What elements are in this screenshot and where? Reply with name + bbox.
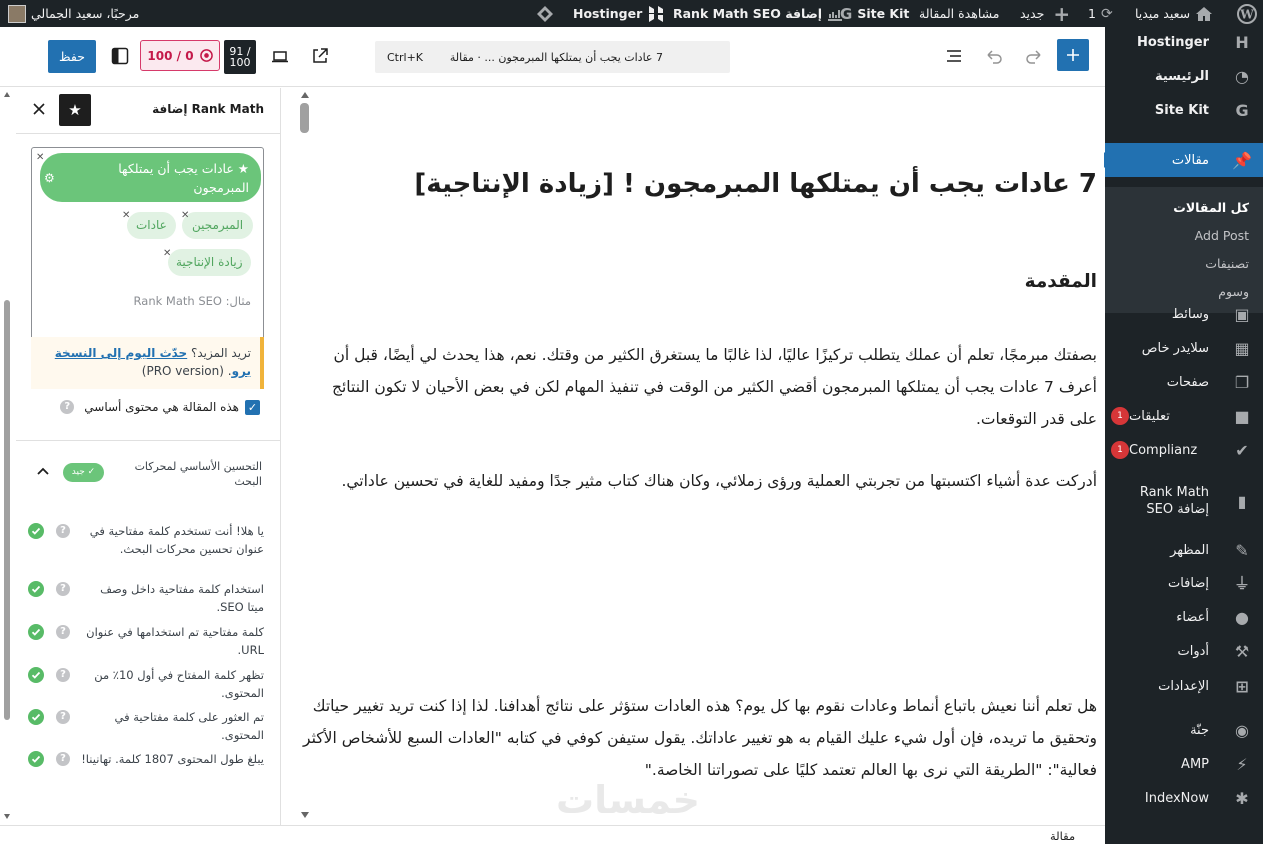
sidebar-item-label: IndexNow [1144,790,1209,806]
undo-icon [985,47,1003,65]
upgrade-pro-link[interactable]: حدّث اليوم إلى النسخة برو [54,346,251,378]
plus-icon: + [1053,1,1071,26]
focus-keyword-box[interactable] [31,147,264,345]
check-passed-icon [28,523,44,539]
updates-link[interactable] [1088,0,1113,27]
admin-bar [0,0,1263,27]
editor-footer [0,825,1105,844]
view-post-link[interactable] [919,0,999,27]
submenu-categories[interactable]: تصنيفات [1205,256,1249,271]
seo-check-text: استخدام كلمة مفتاحية داخل وصف ميتا SEO. [100,582,264,614]
chevron-up-icon[interactable] [36,465,50,479]
seo-check-item [28,522,264,558]
scroll-up-arrow[interactable] [301,92,309,98]
block-inserter-button[interactable] [1057,39,1089,71]
seo-check-item [28,580,264,616]
readability-score[interactable] [224,40,256,74]
sidebar-item-0[interactable] [1105,29,1263,55]
home-icon [1195,5,1213,23]
seo-check-item [28,666,264,702]
keyword-settings-icon[interactable]: ⚙ [44,171,55,185]
sidebar-item-label: سلايدر خاص [1141,340,1209,356]
view-post-button[interactable] [306,39,334,73]
updates-count: 1 [1088,6,1096,21]
help-icon[interactable]: ? [56,625,70,639]
remove-keyword-icon[interactable]: ✕ [181,210,190,221]
keyword-input[interactable]: مثال: Rank Math SEO [133,294,251,308]
site-name-link[interactable] [1135,0,1213,27]
sidebar-item-label: أعضاء [1176,609,1209,625]
paragraph-block[interactable]: أدركت عدة أشياء اكتسبتها من تجربتي العملية ورؤى زملائي، وكان هناك كتاب مثير جدًا ومفيد للغاية في تحسين عاداتي. [341,472,1097,490]
sidebar-item-13[interactable] [1105,638,1263,664]
shortcut-hint: Ctrl+K [387,50,424,64]
sidebar-item-label: صفحات [1166,374,1209,390]
sidebar-item-3[interactable] [1105,143,1263,177]
help-icon[interactable]: ? [56,668,70,682]
undo-button[interactable] [980,39,1008,73]
document-overview-button[interactable] [940,39,968,73]
remove-keyword-icon[interactable]: ✕ [163,248,172,259]
remove-keyword-icon[interactable]: ✕ [122,210,131,221]
star-icon: ★ [233,161,249,176]
keyword-label: عادات [136,218,167,232]
remove-keyword-icon[interactable]: ✕ [36,152,45,163]
pro-notice [31,337,264,389]
help-icon[interactable]: ? [56,752,70,766]
status-badge: ✓ جيد [63,463,104,482]
seo-score: 100 / 0 [147,48,194,63]
plugins-icon: ⏚ [1234,573,1251,593]
wp-logo[interactable] [1237,0,1257,27]
command-palette-bar[interactable] [375,41,730,73]
seo-check-item [28,708,264,744]
keyword-label: زيادة الإنتاجية [176,255,243,269]
check-passed-icon [28,709,44,725]
pro-notice-suffix: . (PRO version) [141,364,232,378]
help-icon[interactable]: ? [56,524,70,538]
submenu-tags[interactable]: وسوم [1218,284,1249,299]
sidebar-item-label: Rank Math إضافة SEO [1139,485,1209,517]
pages-icon: ❐ [1234,372,1250,392]
pro-notice-prefix: تريد المزيد؟ [187,346,251,360]
comments-icon: ■ [1234,406,1250,426]
check-passed-icon [28,667,44,683]
sidebar-item-11[interactable] [1105,570,1263,596]
sidebar-item-label: وسائط [1171,306,1209,322]
sidebar-item-5[interactable] [1105,335,1263,361]
sidebar-item-label: Hostinger [1136,34,1209,50]
wordpress-icon [1237,4,1257,24]
readability-score-text: 91 / 100 [229,45,251,69]
desktop-icon [271,47,289,65]
preview-button[interactable] [266,39,294,73]
sidebar-item-2[interactable] [1105,97,1263,123]
scroll-thumb[interactable] [300,103,309,133]
sidebar-item-label: الرئيسية [1154,68,1209,84]
section-heading[interactable]: المقدمة [1024,271,1097,292]
pillar-content-row [50,397,260,417]
posts-submenu [1105,187,1263,313]
sidebar-item-1[interactable] [1105,63,1263,89]
sidebar-item-17[interactable] [1105,785,1263,811]
help-icon[interactable]: ? [56,582,70,596]
check-icon: ✔ [1235,440,1249,460]
updates-icon: ⟳ [1100,5,1113,22]
close-panel-button[interactable] [31,101,47,117]
keyword-tag[interactable] [168,249,251,276]
new-label: جديد [1020,6,1045,21]
sidebar-item-15[interactable] [1105,717,1263,743]
check-passed-icon [28,581,44,597]
rankmath-sidebar-panel [0,88,281,825]
dashboard-icon: ◔ [1235,66,1249,86]
list-view-icon [945,47,963,65]
divider [16,440,280,441]
watermark: خمسات [556,778,700,822]
gear-icon: ✱ [1235,788,1249,808]
sidebar-item-label: تعليقات [1129,408,1170,424]
post-title[interactable]: 7 عادات يجب أن يمتلكها المبرمجون ! [زيادة الإنتاجية] [414,169,1097,199]
settings-toggle-button[interactable] [106,39,134,73]
diamond-icon [536,5,554,23]
sitekit-label: Site Kit [857,6,910,21]
current-menu-arrow [1104,152,1112,168]
basic-seo-header[interactable] [16,452,280,496]
pin-icon: 📌 [1232,150,1252,170]
new-content-menu[interactable] [1020,0,1070,27]
paragraph-block[interactable]: بصفتك مبرمجًا، تعلم أن عملك يتطلب تركيزًا عاليًا، لذا غالبًا ما يستغرق الكثير من وقتك. نعم، هذا يحدث لي أيضًا، قبل أن أعرف 7 عادات يجب أن يمتلكها المبرمجون أقضي الكثير من الوقت في تنفيذ المهام لكن في بعض الأحيان لا تكون النتائج على قدر التوقعات. [331,346,1097,428]
seo-check-item [28,623,264,659]
sidebar-item-label: جنّة [1190,722,1209,738]
keyword-tag[interactable] [127,212,176,239]
site-name: سعيد ميديا [1135,6,1191,21]
view-post-label: مشاهدة المقالة [919,6,1000,21]
sidebar-toggle-icon [111,47,129,65]
keyword-tag[interactable] [182,212,253,239]
sidebar-item-label: أدوات [1177,643,1209,659]
sidebar-item-6[interactable] [1105,369,1263,395]
check-passed-icon [28,751,44,767]
seo-check-item [28,750,264,768]
sidebar-item-7[interactable] [1105,403,1263,429]
scroll-down-arrow[interactable] [301,812,309,818]
seo-check-text: كلمة مفتاحية تم استخدامها في عنوان URL. [86,625,264,657]
scroll-thumb[interactable] [4,300,10,720]
external-link-icon [311,47,329,65]
plus-icon [1065,47,1081,63]
pin-panel-button[interactable] [59,94,91,126]
seo-check-text: يا هلا! أنت تستخدم كلمة مفتاحية في عنوان تحسين محركات البحث. [89,524,264,556]
save-button[interactable] [48,40,96,73]
hostinger-icon [647,5,665,23]
help-icon[interactable]: ? [56,710,70,724]
seo-check-text: يبلغ طول المحتوى 1807 كلمة. تهانينا! [81,752,264,766]
sidebar-item-label: مقالات [1171,152,1209,168]
my-account[interactable] [8,0,139,27]
sitekit-adminbar[interactable] [840,0,909,27]
sidebar-item-label: Site Kit [1154,102,1209,118]
sidebar-item-label: إضافات [1167,575,1209,591]
rankmath-logo-icon [200,49,213,62]
panel-header [16,88,280,134]
keyword-tag-primary[interactable] [40,153,261,202]
sidebar-item-4[interactable] [1105,301,1263,327]
greeting-text: مرحبًا، سعيد الجمالي [31,6,140,21]
rankmath-label: Rank Math SEO إضافة [673,6,823,21]
settings-icon: ⊞ [1235,676,1249,696]
sidebar-item-12[interactable] [1105,604,1263,630]
save-label: حفظ [59,49,85,64]
rankmath-adminbar[interactable] [673,0,843,27]
breadcrumb-post[interactable]: مقالة [1050,829,1076,843]
panel-scrollbar[interactable] [3,88,11,825]
sidebar-item-8[interactable] [1105,437,1263,463]
count-badge: 1 [1111,441,1129,459]
star-icon: ★ [68,101,82,119]
avatar [8,5,26,23]
rankmath-score-button[interactable] [140,40,220,71]
pillar-content-checkbox[interactable]: ✓ [245,400,260,415]
redo-button[interactable] [1020,39,1048,73]
sidebar-item-9[interactable] [1105,481,1263,521]
scroll-down-arrow[interactable] [4,814,10,819]
google-icon: G [840,4,853,23]
users-icon: ● [1235,607,1249,627]
sidebar-item-14[interactable] [1105,673,1263,699]
editor-canvas[interactable] [298,88,1105,825]
sidebar-item-16[interactable] [1105,751,1263,777]
help-icon[interactable]: ? [60,400,74,414]
sidebar-item-label: Complianz [1129,442,1198,458]
keyword-label: المبرمجين [192,218,244,232]
admin-sidebar [1105,27,1263,844]
redo-icon [1025,47,1043,65]
sidebar-item-10[interactable] [1105,537,1263,563]
sidebar-item-label: المظهر [1170,542,1209,558]
paragraph-block[interactable]: هل تعلم أننا نعيش باتباع أنماط وعادات نقوم بها كل يوم؟ هذه العادات ستؤثر على نتائج أهدافنا. لذا إذا كنت تريد تغيير حياتك وتحقيق ما تريده، فإن أول شيء عليك القيام به هو تغيير عاداتك. يقول ستيفن كوفي في كتابه "العادات السبع للأشخاص الأكثر فعالية": "الطريقة التي نرى بها العالم تعتمد كليًا على تصوراتنا الخاصة." [303,697,1097,779]
scroll-up-arrow[interactable] [4,92,10,97]
hostinger-link[interactable] [573,0,665,27]
document-title-bar: 7 عادات يجب أن يمتلكها المبرمجون ... · مقالة [449,50,663,64]
check-passed-icon [28,624,44,640]
hostinger-label: Hostinger [573,6,643,21]
rankmath-icon: ▮ [1237,491,1247,511]
google-icon: G [1235,100,1249,120]
jetpack-icon: ◉ [1235,720,1249,740]
hostinger-menu[interactable] [536,0,554,27]
tools-icon: ⚒ [1234,641,1250,661]
count-badge: 1 [1111,407,1129,425]
svg-text:W: W [1240,7,1254,21]
submenu-add-post[interactable]: Add Post [1194,228,1249,243]
brush-icon: ✎ [1235,540,1249,560]
seo-check-text: تظهر كلمة المفتاح في أول 10٪ من المحتوى. [94,668,264,700]
submenu-all-posts[interactable]: كل المقالات [1173,200,1249,215]
basic-seo-title: التحسين الأساسي لمحركات البحث [134,460,262,488]
keyword-primary-label: عادات يجب أن يمتلكها المبرمجون [118,161,249,195]
amp-icon: ⚡ [1236,754,1248,774]
sidebar-item-label: AMP [1181,756,1209,772]
media-icon: ▣ [1234,304,1250,324]
sidebar-item-label: الإعدادات [1158,678,1209,694]
panel-title: Rank Math إضافة [152,102,264,116]
pillar-content-label: هذه المقالة هي محتوى أساسي [84,400,239,414]
slider-icon: ▦ [1234,338,1250,358]
seo-check-text: تم العثور على كلمة مفتاحية في المحتوى. [114,710,264,742]
hostinger-icon: H [1235,32,1249,52]
